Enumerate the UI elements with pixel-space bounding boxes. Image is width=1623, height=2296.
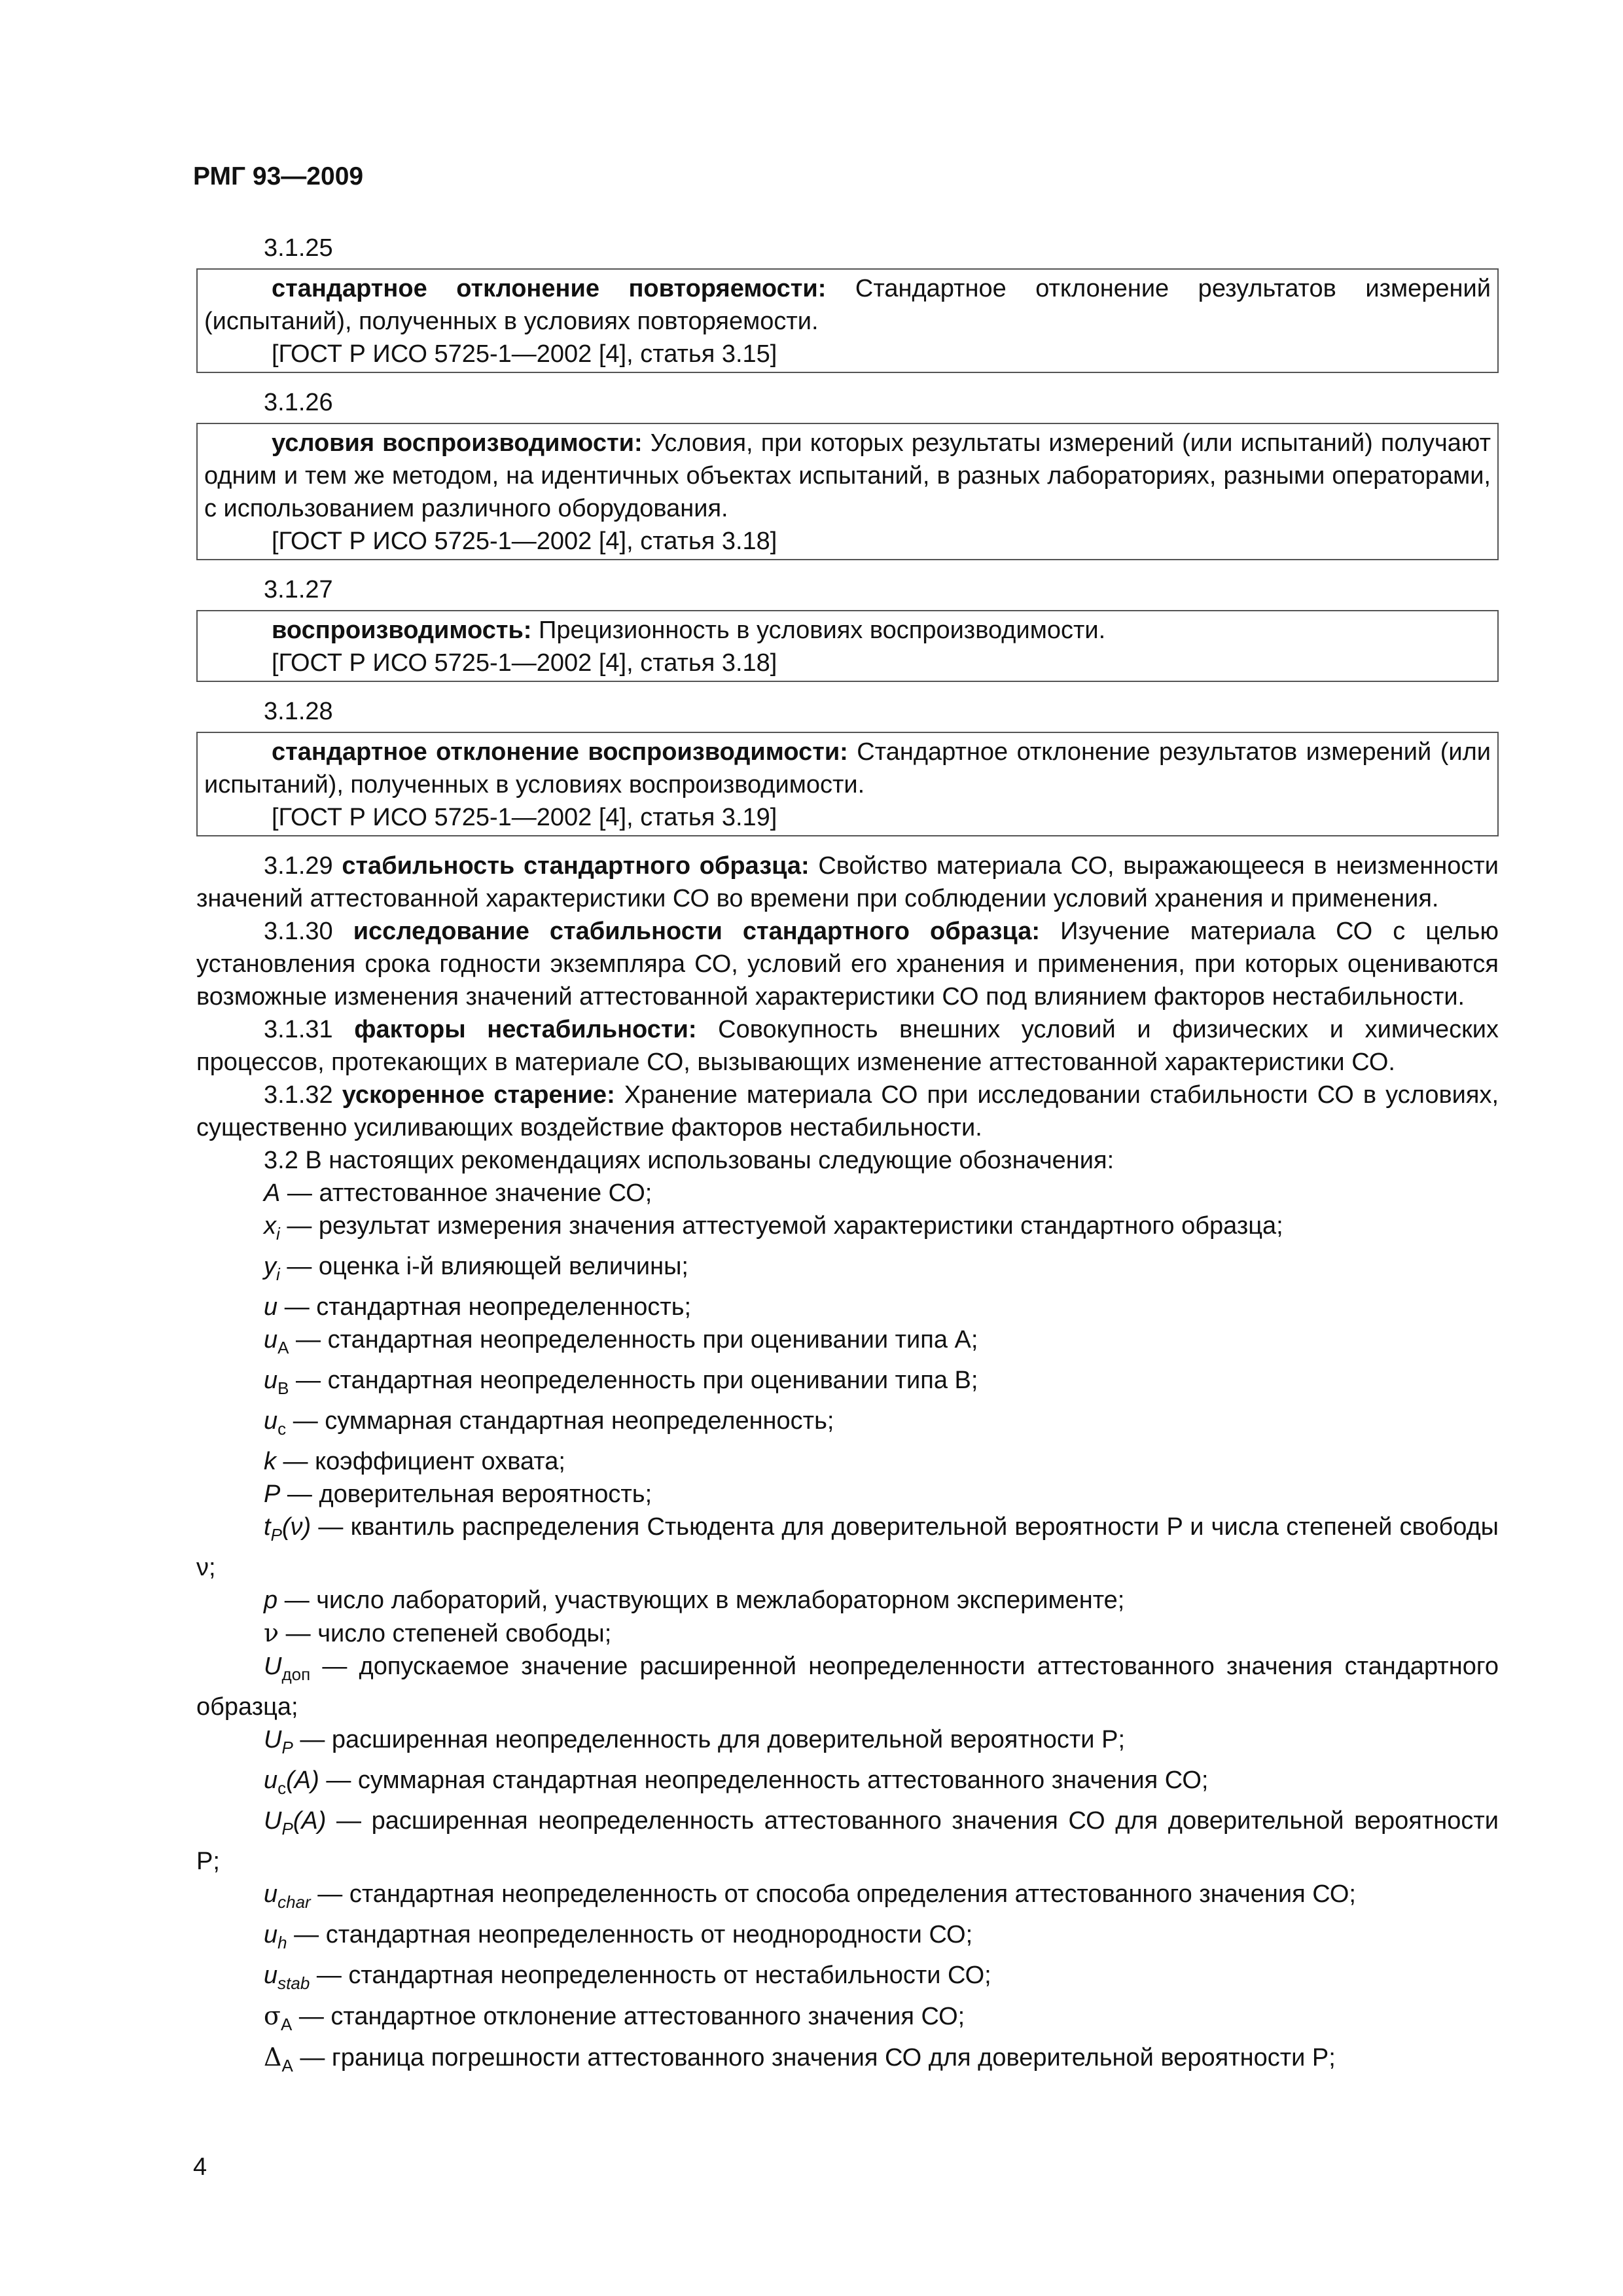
term-number: 3.1.25 (264, 234, 333, 262)
symbol-subscript: c (277, 1419, 287, 1439)
term-definition (204, 614, 1491, 647)
page-number: 4 (193, 2153, 207, 2181)
term-definition (204, 272, 1491, 338)
term-text: Прецизионность в условиях воспроизводимости. (531, 617, 1106, 644)
term-number: 3.1.28 (264, 698, 333, 725)
term-paragraph (196, 915, 1499, 1013)
symbol: Δ (264, 2043, 282, 2072)
symbol-description: — результат измерения значения аттестуемой характеристики стандартного образца; (279, 1212, 1283, 1240)
symbol-description: — стандартная неопределенность от способа определения аттестованного значения СО; (310, 1880, 1356, 1908)
symbol-definition (196, 1959, 1499, 2000)
symbol-description: — стандартная неопределенность от нестабильности СО; (310, 1962, 991, 1989)
plain-terms (196, 850, 1499, 1144)
term-text: Свойство материала СО, выражающееся в неизменности значений аттестованной характеристики СО во времени при соблюдении условий хранения и применения. (196, 852, 1499, 912)
symbol-description: — стандартная неопределенность при оценивании типа В; (289, 1367, 978, 1394)
term-title: условия воспроизводимости: (272, 429, 643, 457)
symbol-definition (196, 1405, 1499, 1445)
symbol-definition (196, 1650, 1499, 1723)
term-number: 3.1.32 (264, 1081, 342, 1109)
symbol-subscript: c (277, 1778, 287, 1798)
term-title: ускоренное старение: (342, 1081, 615, 1109)
symbol-description: — расширенная неопределенность аттестованного значения СО для доверительной вероятности P; (196, 1807, 1499, 1875)
page-content (196, 229, 1499, 2082)
term-title: стандартное отклонение повторяемости: (272, 275, 827, 302)
symbol-description: — допускаемое значение расширенной неопределенности аттестованного значения стандартного образца; (196, 1653, 1499, 1721)
symbol: k (264, 1448, 276, 1475)
symbol-definition (196, 2041, 1499, 2082)
term-number: 3.1.29 (264, 852, 342, 880)
symbol-description: — коэффициент охвата; (276, 1448, 565, 1475)
term-box (196, 268, 1499, 373)
term-text: Условия, при которых результаты измерений (или испытаний) получают одним и тем же методом, на идентичных объектах испытаний, в разных лабораториях, разными операторами, с использованием различного оборудования. (204, 429, 1491, 522)
symbol-subscript: B (277, 1378, 289, 1398)
symbol-description: — стандартная неопределенность; (277, 1293, 692, 1321)
symbol: u (264, 1921, 278, 1948)
symbol: U (264, 1653, 282, 1680)
term-box (196, 610, 1499, 682)
term-number: 3.1.26 (264, 389, 333, 416)
symbol: u (264, 1767, 278, 1794)
symbol-subscript: i (276, 1224, 280, 1244)
symbol-subscript: доп (281, 1664, 311, 1684)
symbol-definition (196, 1291, 1499, 1323)
symbol-subscript: stab (277, 1973, 310, 1993)
symbol-argument: (A) (293, 1807, 327, 1835)
symbol-description: — доверительная вероятность; (280, 1480, 652, 1508)
symbol-subscript: A (280, 2015, 293, 2034)
symbol: u (264, 1293, 278, 1321)
term-reference: [ГОСТ Р ИСО 5725-1—2002 [4], статья 3.19] (272, 804, 777, 831)
term-box (196, 423, 1499, 560)
term-text: Хранение материала СО при исследовании стабильности СО в условиях, существенно усиливающих воздействие факторов нестабильности. (196, 1081, 1499, 1141)
symbol-description: — аттестованное значение СО; (280, 1179, 652, 1207)
term-title: стабильность стандартного образца: (342, 852, 810, 880)
symbol-subscript: A (281, 2056, 293, 2075)
symbol-definition (196, 1918, 1499, 1959)
symbol-description: — суммарная стандартная неопределенность аттестованного значения СО; (319, 1767, 1209, 1794)
symbol-list (196, 1177, 1499, 2082)
symbol-description: — число лабораторий, участвующих в межлабораторном эксперименте; (277, 1587, 1125, 1614)
symbol: x (264, 1212, 276, 1240)
symbol-definition (196, 1617, 1499, 1650)
symbol-subscript: A (277, 1338, 289, 1357)
term-number: 3.1.30 (264, 918, 353, 945)
symbol-definition (196, 2000, 1499, 2041)
term-number: 3.1.27 (264, 576, 333, 603)
symbol-argument: (ν) (281, 1513, 312, 1541)
symbol-definition (196, 1177, 1499, 1210)
symbol-definition (196, 1511, 1499, 1584)
term-definition (204, 427, 1491, 525)
term-text: Совокупность внешних условий и физических и химических процессов, протекающих в материале СО, вызывающих изменение аттестованной характеристики СО. (196, 1016, 1499, 1076)
symbol: u (264, 1367, 278, 1394)
symbol-description: — стандартная неопределенность при оценивании типа А; (289, 1326, 978, 1354)
symbol-description: — стандартное отклонение аттестованного значения СО; (292, 2003, 965, 2030)
symbol: u (264, 1880, 278, 1908)
symbol-description: — суммарная стандартная неопределенность; (286, 1407, 834, 1435)
term-box (196, 732, 1499, 836)
term-text: Стандартное отклонение результатов измерений (или испытаний), полученных в условиях воспроизводимости. (204, 738, 1491, 798)
symbol-description: — граница погрешности аттестованного значения СО для доверительной вероятности P; (293, 2044, 1336, 2072)
symbol: U (264, 1807, 282, 1835)
symbol-definition (196, 1323, 1499, 1364)
boxed-terms (196, 232, 1499, 836)
symbol-definition (196, 1250, 1499, 1291)
symbol-definition (196, 1723, 1499, 1764)
symbol: t (264, 1513, 271, 1541)
term-title: воспроизводимость: (272, 617, 532, 644)
term-title: исследование стабильности стандартного образца: (353, 918, 1041, 945)
term-title: стандартное отклонение воспроизводимости: (272, 738, 848, 766)
symbol-definition (196, 1210, 1499, 1250)
symbol: p (264, 1587, 278, 1614)
symbol: u (264, 1326, 278, 1354)
term-reference: [ГОСТ Р ИСО 5725-1—2002 [4], статья 3.15] (272, 340, 777, 368)
symbol-subscript: h (277, 1933, 287, 1952)
symbol: u (264, 1407, 278, 1435)
symbol-description: — стандартная неопределенность от неоднородности СО; (287, 1921, 973, 1948)
term-text: Стандартное отклонение результатов измерений (испытаний), полученных в условиях повторяемости. (204, 275, 1491, 335)
term-reference: [ГОСТ Р ИСО 5725-1—2002 [4], статья 3.18] (272, 649, 777, 677)
term-paragraph (196, 850, 1499, 915)
document-header: РМГ 93—2009 (193, 162, 364, 190)
symbol-definition (196, 1764, 1499, 1804)
symbol-definition (196, 1364, 1499, 1405)
symbol-subscript: P (281, 1819, 293, 1839)
term-paragraph (196, 1013, 1499, 1079)
symbol: σ (264, 2001, 281, 2030)
section-3-2: 3.2 В настоящих рекомендациях использованы следующие обозначения: (264, 1147, 1115, 1174)
term-number: 3.1.31 (264, 1016, 355, 1043)
symbol: A (264, 1179, 281, 1207)
symbol-definition (196, 1804, 1499, 1878)
symbol-definition (196, 1584, 1499, 1617)
symbol-argument: (A) (286, 1767, 319, 1794)
symbol-description: — оценка i-й влияющей величины; (279, 1253, 688, 1280)
symbol: P (264, 1480, 281, 1508)
symbol-subscript: i (276, 1265, 280, 1284)
symbol-definition (196, 1878, 1499, 1918)
term-definition (204, 736, 1491, 801)
symbol-definition (196, 1445, 1499, 1478)
symbol: ν (264, 1619, 279, 1647)
symbol-description: — число степеней свободы; (279, 1620, 612, 1647)
symbol-definition (196, 1478, 1499, 1511)
term-reference: [ГОСТ Р ИСО 5725-1—2002 [4], статья 3.18] (272, 528, 777, 555)
symbol: U (264, 1726, 282, 1753)
symbol-description: — квантиль распределения Стьюдента для доверительной вероятности P и числа степеней свободы ν; (196, 1513, 1499, 1581)
symbol: y (264, 1253, 276, 1280)
symbol-subscript: P (270, 1525, 282, 1545)
term-title: факторы нестабильности: (354, 1016, 697, 1043)
symbol-description: — расширенная неопределенность для доверительной вероятности P; (293, 1726, 1125, 1753)
symbol-subscript: char (277, 1892, 311, 1912)
symbol: u (264, 1962, 278, 1989)
symbol-subscript: P (281, 1738, 293, 1757)
term-paragraph (196, 1079, 1499, 1144)
term-text: Изучение материала СО с целью установления срока годности экземпляра СО, условий его хранения и применения, при которых оцениваются возможные изменения значений аттестованной характеристики СО под влиянием факторов нестабильности. (196, 918, 1499, 1011)
